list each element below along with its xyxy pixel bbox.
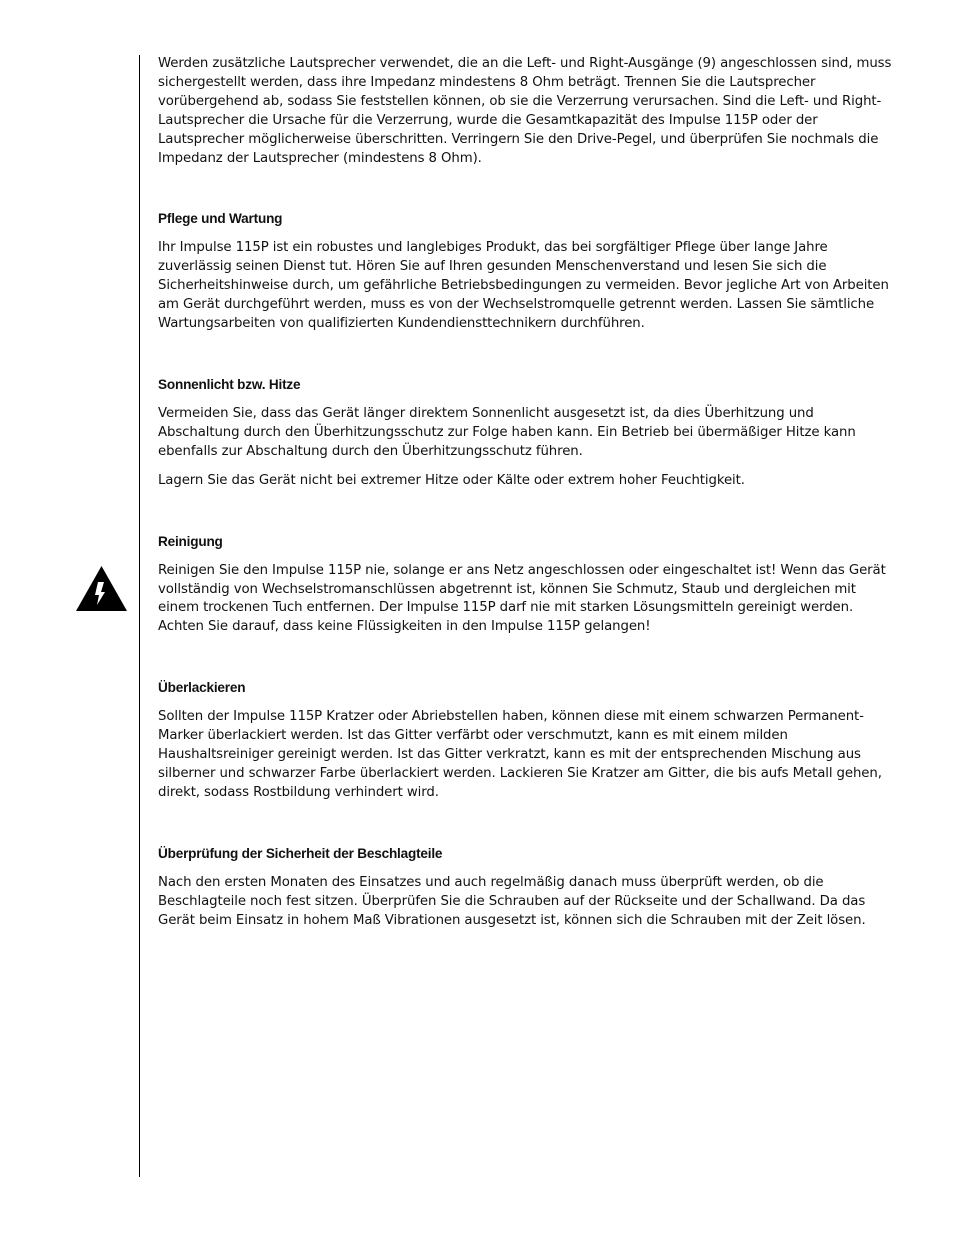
section-heading: Überprüfung der Sicherheit der Beschlagteile — [158, 845, 443, 861]
section-paragraph: Nach den ersten Monaten des Einsatzes und auch regelmäßig danach muss überprüft werden, ob die Beschlagteile noch fest sitzen. Überprüfen Sie die Schrauben auf der Rückseite und der Schallwand. Da das Gerät beim Einsatz in hohem Maß Vibrationen ausgesetzt ist, können sich die Schrauben mit der Zeit lösen. — [158, 874, 866, 928]
section-paragraph: Ihr Impulse 115P ist ein robustes und langlebiges Produkt, das bei sorgfältiger Pflege über lange Jahre zuverlässig seinen Dienst tut. Hören Sie auf Ihren gesunden Menschenverstand und lesen Sie sich die Sicherheitshinweise durch, um gefährliche Betriebsbedingungen zu vermeiden. Bevor jegliche Art von Arbeiten am Gerät durchgeführt werden, muss es von der Wechselstromquelle getrennt werden. Lassen Sie sämtliche Wartungsarbeiten von qualifizierten Kundendiensttechnikern durchführen. — [158, 240, 889, 332]
electric-shock-warning-icon — [75, 565, 128, 612]
section-paragraph: Sollten der Impulse 115P Kratzer oder Abriebstellen haben, können diese mit einem schwarzen Permanent-Marker überlackiert werden. Ist das Gitter verfärbt oder verschmutzt, kann es mit einem milden Haushaltsreiniger gereinigt werden. Ist das Gitter verkratzt, kann es mit der entsprechenden Mischung aus silberner und schwarzer Farbe überlackiert werden. Lackieren Sie Kratzer am Gitter, die bis aufs Metall gehen, direkt, sodass Rostbildung verhindert wird. — [158, 709, 882, 800]
section-paragraph: Reinigen Sie den Impulse 115P nie, solange er ans Netz angeschlossen oder eingeschaltet ist! Wenn das Gerät vollständig von Wechselstromanschlüssen abgetrennt ist, können Sie Schmutz, Staub und dergleichen mit einem trockenen Tuch entfernen. Der Impulse 115P darf nie mit starken Lösungsmitteln gereinigt werden. Achten Sie darauf, dass keine Flüssigkeiten in den Impulse 115P gelangen! — [158, 562, 886, 635]
section-paragraph: Vermeiden Sie, dass das Gerät länger direktem Sonnenlicht ausgesetzt ist, da dies Überhitzung und Abschaltung durch den Überhitzungsschutz zur Folge haben kann. Ein Betrieb bei übermäßiger Hitze kann ebenfalls zur Abschaltung durch den Überhitzungsschutz führen. — [158, 405, 856, 459]
section-cleaning — [158, 533, 896, 638]
section-hardware-check — [158, 845, 896, 931]
section-heading: Reinigung — [158, 533, 223, 549]
section-heading: Überlackieren — [158, 680, 246, 696]
section-sunlight — [158, 376, 896, 491]
section-heading: Sonnenlicht bzw. Hitze — [158, 376, 301, 392]
section-paragraph: Lagern Sie das Gerät nicht bei extremer Hitze oder Kälte oder extrem hoher Feuchtigkeit. — [158, 472, 745, 488]
document-body — [158, 55, 896, 930]
intro-paragraph: Werden zusätzliche Lautsprecher verwendet, die an die Left- und Right-Ausgänge (9) angeschlossen sind, muss sichergestellt werden, dass ihre Impedanz mindestens 8 Ohm beträgt. Trennen Sie die Lautsprecher vorübergehend ab, sodass Sie feststellen können, ob sie die Verzerrung verursachen. Sind die Left- und Right-Lautsprecher die Ursache für die Verzerrung, wurde die Gesamtkapazität des Impulse 115P oder der Lautsprecher möglicherweise überschritten. Verringern Sie den Drive-Pegel, und überprüfen Sie nochmals die Impedanz der Lautsprecher (mindestens 8 Ohm). — [158, 56, 892, 166]
section-repainting — [158, 679, 896, 803]
section-heading: Pflege und Wartung — [158, 211, 283, 227]
margin-rule — [139, 55, 140, 1177]
section-care — [158, 210, 896, 334]
